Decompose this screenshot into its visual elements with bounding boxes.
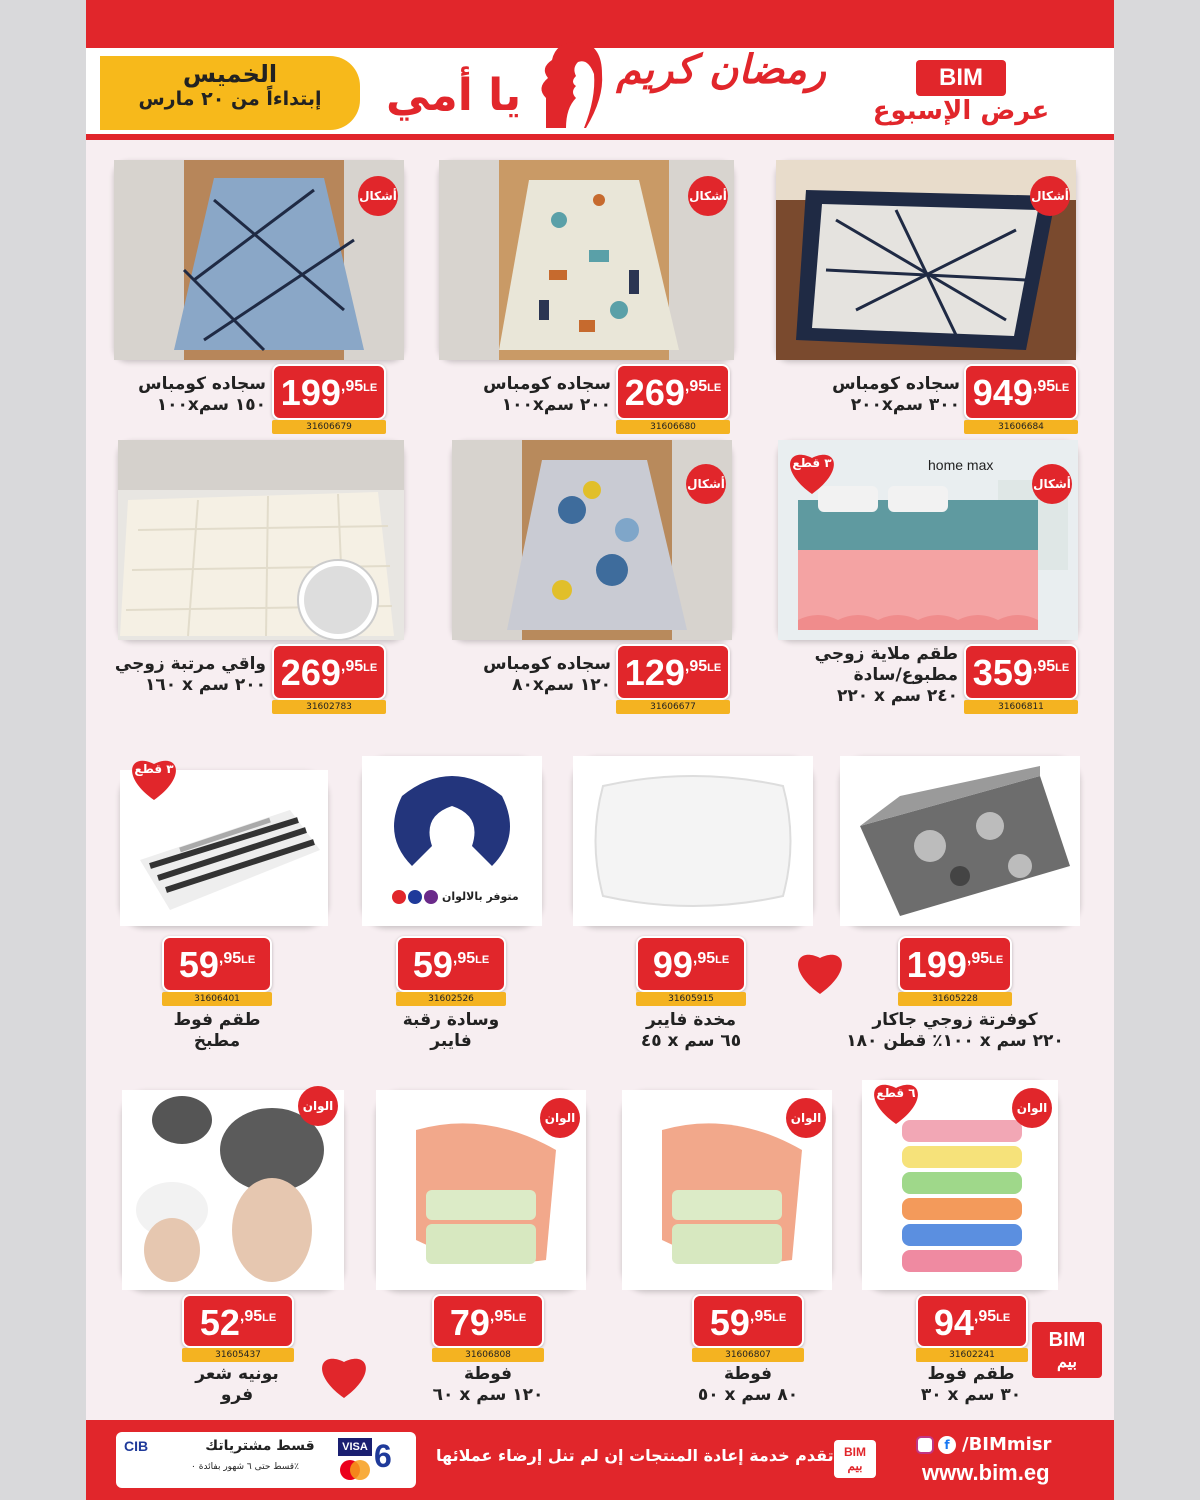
product-name: فوطة ٥٠ x ٨٠ سم bbox=[697, 1364, 799, 1405]
heart-decoration-icon bbox=[316, 1350, 372, 1400]
heart-badge: ٣ قطع bbox=[784, 444, 840, 496]
price-tag: 359 ,95LE bbox=[964, 644, 1078, 700]
price-tag: 59 ,95LE bbox=[692, 1294, 804, 1348]
date-box bbox=[100, 56, 360, 130]
product-code: 31605437 bbox=[182, 1348, 294, 1362]
product-image-fiber-pillow bbox=[573, 756, 813, 926]
price-tag: 99 ,95LE bbox=[636, 936, 746, 992]
product-name: سجاده كومباس ١٠٠x١٥٠ سم bbox=[138, 374, 266, 415]
product-image-towel-1 bbox=[622, 1090, 832, 1290]
ramadan-title bbox=[386, 30, 826, 130]
product-code: 31602783 bbox=[272, 700, 386, 714]
price-tag: 949 ,95LE bbox=[964, 364, 1078, 420]
price-tag: 52 ,95LE bbox=[182, 1294, 294, 1348]
product-image-towel-2 bbox=[376, 1090, 586, 1290]
facebook-icon[interactable]: f bbox=[938, 1436, 956, 1454]
bim-logo-footer: BIM بيم bbox=[834, 1440, 876, 1478]
colors-badge: الوان bbox=[786, 1098, 826, 1138]
product-code: 31606807 bbox=[692, 1348, 804, 1362]
price-tag: 79 ,95LE bbox=[432, 1294, 544, 1348]
product-image-rug-runner-2 bbox=[114, 160, 404, 360]
price-tag: 59 ,95LE bbox=[396, 936, 506, 992]
header bbox=[86, 0, 1114, 140]
product-image-rug-runner-1 bbox=[439, 160, 734, 360]
colors-badge: الوان bbox=[540, 1098, 580, 1138]
product-image-rug-large bbox=[776, 160, 1076, 360]
product-name: سجاده كومباس ١٠٠x٢٠٠ سم bbox=[483, 374, 611, 415]
product-name: طقم فوط مطبخ bbox=[173, 1010, 261, 1051]
product-name: سجاده كومباس ٨٠x١٢٠ سم bbox=[483, 654, 611, 695]
colors-badge: الوان bbox=[298, 1086, 338, 1126]
shapes-badge: أشكال bbox=[686, 464, 726, 504]
fiber-pillow-image bbox=[573, 756, 813, 926]
product-image-mattress-protector bbox=[118, 440, 404, 640]
shapes-badge: أشكال bbox=[1032, 464, 1072, 504]
product-code: 31606677 bbox=[616, 700, 730, 714]
product-image-kitchen-towels bbox=[120, 762, 328, 926]
product-code: 31606811 bbox=[964, 700, 1078, 714]
shapes-badge: أشكال bbox=[358, 176, 398, 216]
jacquard-cover-image bbox=[840, 756, 1080, 926]
product-name: طقم فوط ٣٠ x ٣٠ سم bbox=[920, 1364, 1022, 1405]
product-image-hair-cap bbox=[122, 1090, 344, 1290]
visa-logo: VISA bbox=[338, 1438, 372, 1456]
product-image-jacquard-cover bbox=[840, 756, 1080, 926]
mother-face-icon bbox=[536, 38, 606, 128]
shapes-badge: أشكال bbox=[688, 176, 728, 216]
heart-decoration-icon bbox=[792, 946, 848, 996]
product-image-neck-pillow bbox=[362, 756, 542, 926]
installment-subtitle: قسط حتى ٦ شهور بفائدة ٠٪ bbox=[191, 1462, 299, 1472]
product-image-towel-set bbox=[862, 1080, 1058, 1290]
svg-text:home max: home max bbox=[928, 457, 994, 473]
product-code: 31606401 bbox=[162, 992, 272, 1006]
months-number: 6 bbox=[374, 1438, 392, 1474]
product-code: 31602241 bbox=[916, 1348, 1028, 1362]
social-icons bbox=[916, 1436, 956, 1454]
installment-title: قسط مشترياتك bbox=[205, 1438, 315, 1454]
price-tag: 269 ,95LE bbox=[616, 364, 730, 420]
price-tag: 59 ,95LE bbox=[162, 936, 272, 992]
date-from: إبتداءاً من ٢٠ مارس bbox=[138, 88, 322, 110]
product-name: بونيه شعر فرو bbox=[195, 1364, 279, 1405]
product-name: كوفرتة زوجي جاكار ١٠٠٪ قطن ١٨٠ x ٢٢٠ سم bbox=[846, 1010, 1064, 1051]
social-handle[interactable]: /BIMmisr bbox=[962, 1434, 1052, 1455]
ramadan-kareem-text: رمضان كريم bbox=[616, 46, 826, 93]
price-tag: 199 ,95LE bbox=[272, 364, 386, 420]
product-code: 31605915 bbox=[636, 992, 746, 1006]
cib-logo: CIB bbox=[124, 1438, 149, 1454]
instagram-icon[interactable] bbox=[916, 1436, 934, 1454]
color-swatches bbox=[392, 890, 438, 904]
mattress-protector-image bbox=[118, 440, 404, 640]
price-tag: 199 ,95LE bbox=[898, 936, 1012, 992]
product-code: 31606680 bbox=[616, 420, 730, 434]
bim-logo-bottom: BIM بيم bbox=[1032, 1322, 1102, 1378]
product-name: فوطة ٦٠ x ١٢٠ سم bbox=[432, 1364, 544, 1405]
payment-box bbox=[116, 1432, 416, 1488]
product-image-rug-runner-3 bbox=[452, 440, 732, 640]
price-tag: 269 ,95LE bbox=[272, 644, 386, 700]
product-name: طقم ملاية زوجي مطبوع/سادة ٢٢٠ x ٢٤٠ سم bbox=[814, 644, 958, 706]
flyer bbox=[86, 0, 1114, 1500]
product-name: وسادة رقبة فايبر bbox=[402, 1010, 500, 1051]
product-code: 31606684 bbox=[964, 420, 1078, 434]
colors-badge: الوان bbox=[1012, 1088, 1052, 1128]
price-tag: 94 ,95LE bbox=[916, 1294, 1028, 1348]
product-code: 31605228 bbox=[898, 992, 1012, 1006]
return-service-text: تقدم خدمة إعادة المنتجات إن لم تنل إرضاء عملائها bbox=[436, 1446, 834, 1465]
product-name: واقي مرتبة زوجي ١٦٠ x ٢٠٠ سم bbox=[114, 654, 266, 695]
website-link[interactable]: www.bim.eg bbox=[922, 1460, 1050, 1485]
product-name: سجاده كومباس ٢٠٠x٣٠٠ سم bbox=[832, 374, 960, 415]
price-tag: 129 ,95LE bbox=[616, 644, 730, 700]
bim-logo: BIM bbox=[916, 60, 1006, 96]
product-code: 31606679 bbox=[272, 420, 386, 434]
mastercard-icon bbox=[338, 1460, 372, 1480]
product-image-bed-sheet bbox=[778, 440, 1078, 640]
week-offer-label: عرض الإسبوع bbox=[872, 96, 1050, 126]
product-code: 31606808 bbox=[432, 1348, 544, 1362]
shapes-badge: أشكال bbox=[1030, 176, 1070, 216]
ya-omi-text: يا أمي bbox=[386, 70, 522, 121]
heart-badge: ٣ قطع bbox=[126, 750, 182, 802]
product-name: مخدة فايبر ٤٥ x ٦٥ سم bbox=[640, 1010, 742, 1051]
available-colors-label: متوفر بالالوان bbox=[442, 890, 519, 903]
heart-badge: ٦ قطع bbox=[868, 1074, 924, 1126]
product-code: 31602526 bbox=[396, 992, 506, 1006]
date-day: الخميس bbox=[182, 60, 278, 88]
